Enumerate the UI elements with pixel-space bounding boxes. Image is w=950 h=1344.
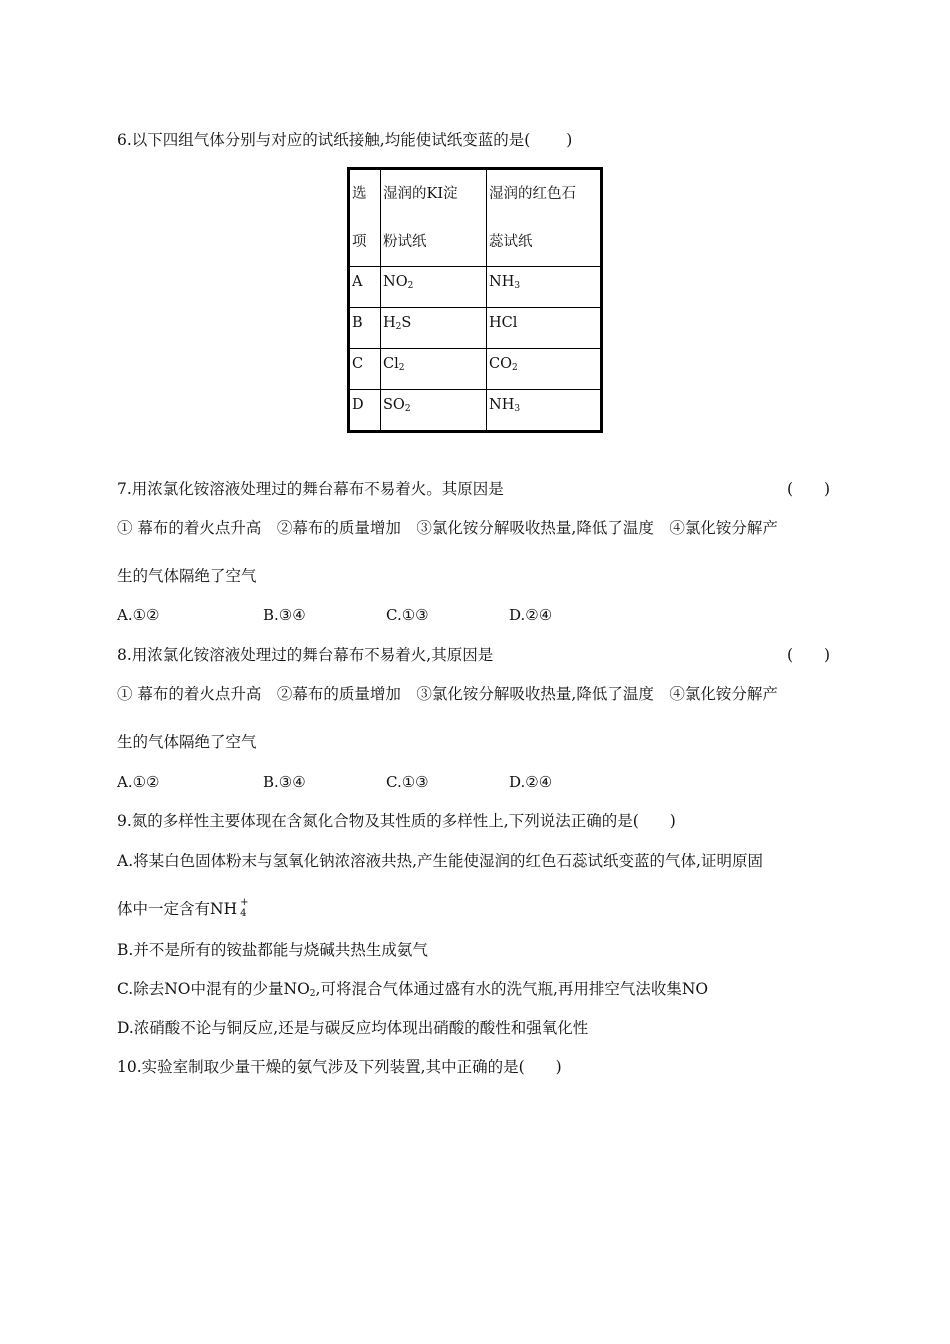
row-option: A <box>349 267 381 308</box>
q6-stem-text: 6.以下四组气体分别与对应的试纸接触,均能使试纸变蓝的是( <box>117 131 531 149</box>
header-ki-line1: 湿润的KI淀 <box>383 186 458 202</box>
q7-option-d: D.②④ <box>509 606 553 624</box>
row-litmus: $NH_3$ <box>487 390 602 432</box>
q8-option-b: B.③④ <box>263 773 306 791</box>
q7-option-c: C.①③ <box>386 606 429 624</box>
table-row <box>349 267 602 308</box>
table-header-row <box>349 169 602 267</box>
row-litmus: $CO_2$ <box>487 349 602 390</box>
header-option-line1: 选 <box>352 186 367 202</box>
q9-option-a-line2 <box>117 897 251 919</box>
q10-stem: 10.实验室制取少量干燥的氨气涉及下列装置,其中正确的是( ) <box>117 1058 562 1076</box>
q7-answer-paren: ( ) <box>787 480 831 498</box>
q8-option-c: C.①③ <box>386 773 429 791</box>
q9-stem: 9.氮的多样性主要体现在含氮化合物及其性质的多样性上,下列说法正确的是( ) <box>117 812 676 830</box>
header-litmus-paper <box>487 169 602 267</box>
q7-option-b: B.③④ <box>263 606 306 624</box>
q7-stem: 7.用浓氯化铵溶液处理过的舞台幕布不易着火。其原因是 <box>117 480 504 498</box>
q8-option-a: A.①② <box>117 773 160 791</box>
header-option-line2: 项 <box>352 234 367 250</box>
row-option: C <box>349 349 381 390</box>
q6-table <box>347 167 603 433</box>
q8-stem: 8.用浓氯化铵溶液处理过的舞台幕布不易着火,其原因是 <box>117 646 494 664</box>
row-ki: $NO_2$ <box>381 267 487 308</box>
row-option: B <box>349 308 381 349</box>
table-row <box>349 349 602 390</box>
header-ki-line2: 粉试纸 <box>383 234 427 250</box>
row-ki: $H_2S$ <box>381 308 487 349</box>
q7-option-a: A.①② <box>117 606 160 624</box>
table-row <box>349 390 602 432</box>
q9-option-a-line1: A.将某白色固体粉末与氢氧化钠浓溶液共热,产生能使湿润的红色石蕊试纸变蓝的气体,证明原固 <box>117 852 763 870</box>
header-litmus-line1: 湿润的红色石 <box>489 186 576 202</box>
row-option: D <box>349 390 381 432</box>
ammonium-ion-script: + 4 <box>240 897 249 919</box>
q8-statements-line1: ① 幕布的着火点升高 ②幕布的质量增加 ③氯化铵分解吸收热量,降低了温度 ④氯化铵分解产 <box>117 685 778 703</box>
row-litmus: $NH_3$ <box>487 267 602 308</box>
q9-option-d: D.浓硝酸不论与铜反应,还是与碳反应均体现出硝酸的酸性和强氧化性 <box>117 1019 589 1037</box>
row-ki: $SO_2$ <box>381 390 487 432</box>
header-ki-paper <box>381 169 487 267</box>
table-row <box>349 308 602 349</box>
q7-statements-line2: 生的气体隔绝了空气 <box>117 567 257 585</box>
q8-option-d: D.②④ <box>509 773 553 791</box>
header-litmus-line2: 蕊试纸 <box>489 234 533 250</box>
q8-answer-paren: ( ) <box>787 646 831 664</box>
q8-statements-line2: 生的气体隔绝了空气 <box>117 733 257 751</box>
row-litmus: HCl <box>487 308 602 349</box>
q9-option-b: B.并不是所有的铵盐都能与烧碱共热生成氨气 <box>117 941 428 959</box>
q9-option-a-text: 体中一定含有N <box>117 900 224 918</box>
ammonium-ion-base: H <box>223 900 238 918</box>
q7-statements-line1: ① 幕布的着火点升高 ②幕布的质量增加 ③氯化铵分解吸收热量,降低了温度 ④氯化铵分解产 <box>117 519 778 537</box>
q6-stem-close: ) <box>566 131 573 149</box>
header-option <box>349 169 381 267</box>
row-ki: $Cl_2$ <box>381 349 487 390</box>
q6-stem <box>117 130 572 150</box>
q9-option-c: C.除去NO中混有的少量$NO_2$,可将混合气体通过盛有水的洗气瓶,再用排空气法收集NO <box>117 980 709 999</box>
